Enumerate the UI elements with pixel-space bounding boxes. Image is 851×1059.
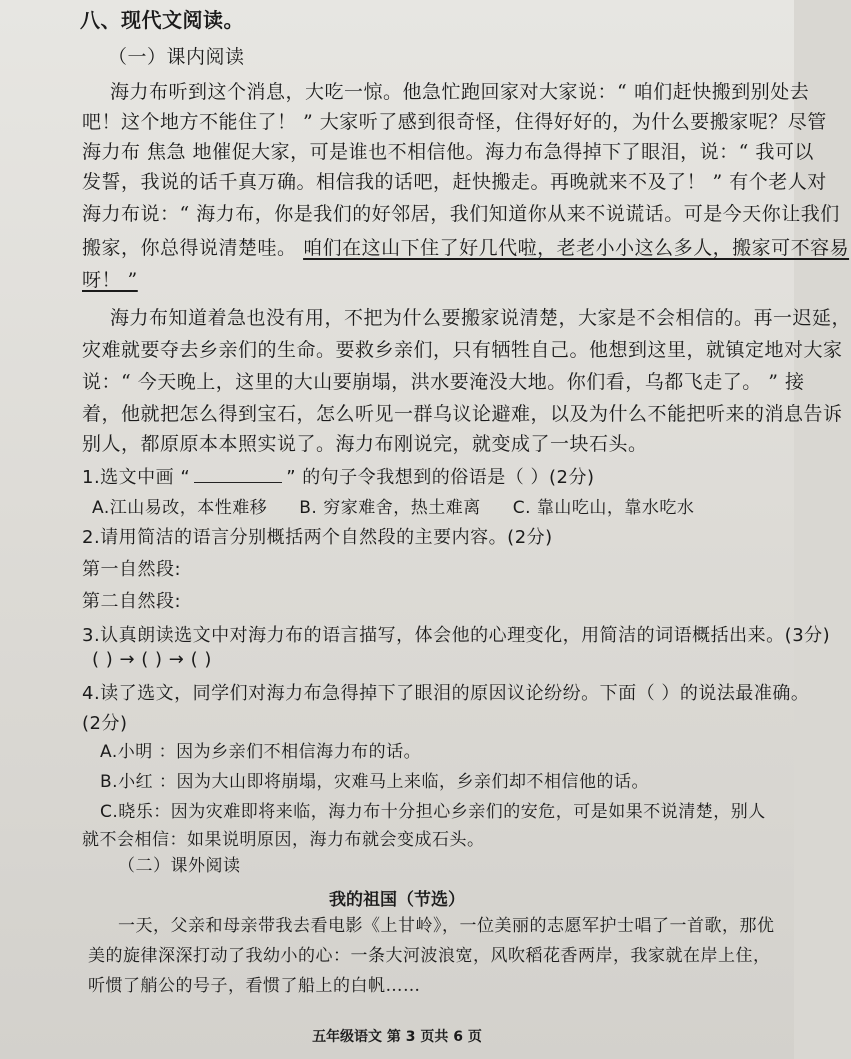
passage-line bbox=[82, 236, 849, 260]
question-2: 2.请用简洁的语言分别概括两个自然段的主要内容。(2分) bbox=[82, 527, 553, 548]
question-1-prefix: 1.选文中画 “ bbox=[82, 467, 191, 488]
passage-line: 灾难就要夺去乡亲们的生命。要救乡亲们，只有牺牲自己。他想到这里，就镇定地对大家 bbox=[82, 339, 843, 361]
question-3: 3.认真朗读选文中对海力布的语言描写，体会他的心理变化，用简洁的词语概括出来。(3分) bbox=[82, 625, 831, 646]
passage-line: 着，他就把怎么得到宝石，怎么听见一群乌议论避难，以及为什么不能把听来的消息告诉 bbox=[82, 403, 843, 425]
reading-title: 我的祖国（节选） bbox=[329, 890, 465, 910]
question-3-blanks[interactable]: ( ) → ( ) → ( ) bbox=[92, 649, 212, 670]
part1-heading: （一）课内阅读 bbox=[108, 46, 245, 68]
passage-text: 搬家，你总得说清楚哇。 bbox=[82, 237, 297, 259]
reading-line: 听惯了艄公的号子，看惯了船上的白帆…… bbox=[88, 976, 421, 996]
passage-line: 海力布知道着急也没有用，不把为什么要搬家说清楚，大家是不会相信的。再一迟延， bbox=[110, 307, 851, 329]
answer-blank[interactable] bbox=[194, 464, 282, 483]
question-4-option-b[interactable]: B.小红 ：因为大山即将崩塌，灾难马上来临，乡亲们却不相信他的话。 bbox=[100, 772, 649, 792]
question-1-suffix: ” 的句子令我想到的俗语是（ ）(2分) bbox=[286, 467, 595, 488]
part2-heading: （二）课外阅读 bbox=[118, 856, 241, 876]
question-4-option-c[interactable]: C.晓乐：因为灾难即将来临，海力布十分担心乡亲们的安危，可是如果不说清楚，别人 bbox=[100, 802, 766, 822]
question-1 bbox=[82, 464, 595, 490]
question-4: 4.读了选文，同学们对海力布急得掉下了眼泪的原因议论纷纷。下面（ ）的说法最准确。 bbox=[82, 683, 810, 704]
option-b[interactable]: B. 穷家难舍，热土难离 bbox=[299, 498, 481, 518]
passage-line: 海力布说：“ 海力布，你是我们的好邻居，我们知道你从来不说谎话。可是今天你让我们 bbox=[82, 203, 840, 225]
reading-line: 一天，父亲和母亲带我去看电影《上甘岭》，一位美丽的志愿军护士唱了一首歌，那优 bbox=[118, 916, 775, 936]
question-4-points: (2分) bbox=[82, 713, 128, 734]
underlined-sentence: 咱们在这山下住了好几代啦，老老小小这么多人，搬家可不容易 bbox=[303, 237, 850, 259]
section-heading: 八、现代文阅读。 bbox=[80, 8, 244, 32]
question-4-option-c-cont: 就不会相信：如果说明原因，海力布就会变成石头。 bbox=[82, 830, 485, 850]
answer-line-paragraph-1[interactable]: 第一自然段: bbox=[82, 559, 182, 580]
passage-line: 海力布 焦急 地催促大家，可是谁也不相信他。海力布急得掉下了眼泪，说：“ 我可以 bbox=[82, 141, 814, 163]
page-footer: 五年级语文 第 3 页共 6 页 bbox=[312, 1029, 482, 1045]
underlined-sentence-end: 呀！ ” bbox=[82, 269, 138, 291]
question-1-options bbox=[92, 496, 694, 520]
reading-line: 美的旋律深深打动了我幼小的心：一条大河波浪宽，风吹稻花香两岸，我家就在岸上住， bbox=[88, 946, 771, 966]
passage-line: 发誓，我说的话千真万确。相信我的话吧，赶快搬走。再晚就来不及了！ ” 有个老人对 bbox=[82, 171, 827, 193]
passage-line: 说：“ 今天晚上，这里的大山要崩塌，洪水要淹没大地。你们看，乌都飞走了。 ” 接 bbox=[82, 371, 805, 393]
passage-line: 海力布听到这个消息，大吃一惊。他急忙跑回家对大家说：“ 咱们赶快搬到别处去 bbox=[110, 81, 810, 103]
option-c[interactable]: C. 靠山吃山，靠水吃水 bbox=[512, 498, 695, 518]
question-4-option-a[interactable]: A.小明 ：因为乡亲们不相信海力布的话。 bbox=[100, 742, 422, 762]
passage-line: 别人，都原原本本照实说了。海力布刚说完，就变成了一块石头。 bbox=[82, 433, 648, 455]
option-a[interactable]: A.江山易改，本性难移 bbox=[92, 498, 268, 518]
passage-line: 吧！这个地方不能住了！ ” 大家听了感到很奇怪，住得好好的，为什么要搬家呢？尽管 bbox=[82, 111, 827, 133]
answer-line-paragraph-2[interactable]: 第二自然段: bbox=[82, 591, 182, 612]
